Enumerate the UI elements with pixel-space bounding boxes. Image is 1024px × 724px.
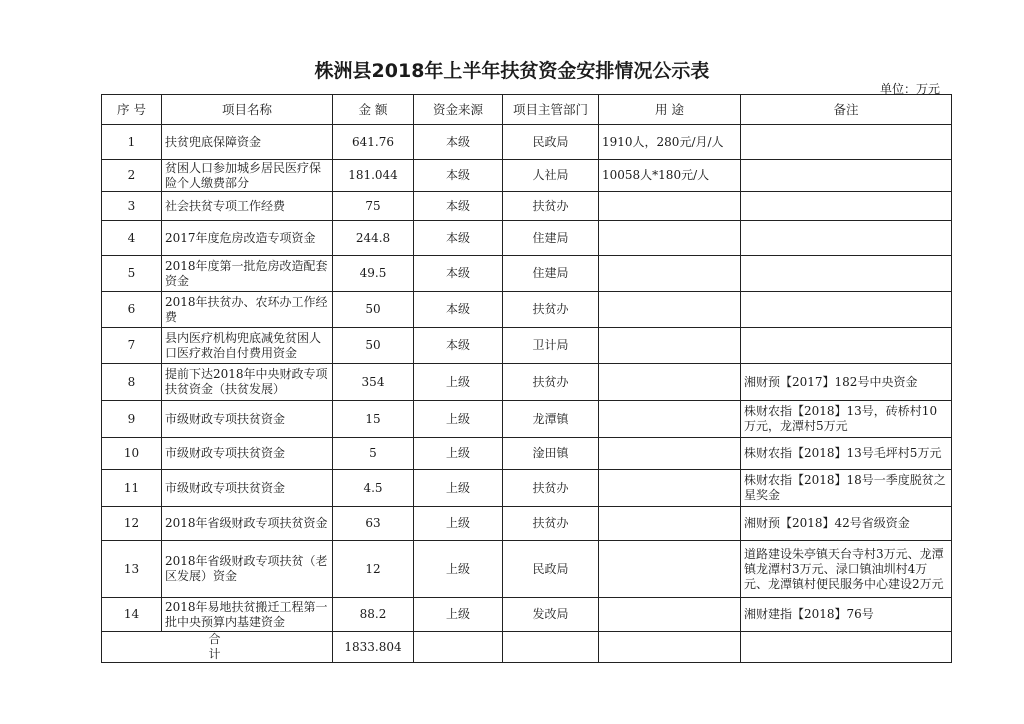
header-note: 备注 <box>741 95 952 125</box>
cell-note <box>741 192 952 221</box>
cell-use <box>599 221 741 256</box>
cell-seq: 6 <box>102 292 162 328</box>
header-seq: 序 号 <box>102 95 162 125</box>
table-row <box>102 598 952 632</box>
cell-source: 本级 <box>414 221 503 256</box>
table-row <box>102 160 952 192</box>
total-empty-cell <box>741 632 952 663</box>
cell-note <box>741 292 952 328</box>
cell-source: 本级 <box>414 125 503 160</box>
cell-dept: 扶贫办 <box>503 470 599 507</box>
table-row <box>102 438 952 470</box>
cell-dept: 民政局 <box>503 541 599 598</box>
cell-source: 上级 <box>414 364 503 401</box>
cell-use <box>599 292 741 328</box>
cell-name: 市级财政专项扶贫资金 <box>162 438 333 470</box>
cell-source: 上级 <box>414 598 503 632</box>
table-row <box>102 292 952 328</box>
cell-source: 本级 <box>414 160 503 192</box>
cell-note <box>741 160 952 192</box>
cell-seq: 12 <box>102 507 162 541</box>
cell-seq: 7 <box>102 328 162 364</box>
cell-use <box>599 256 741 292</box>
cell-dept: 扶贫办 <box>503 507 599 541</box>
cell-amount: 181.044 <box>333 160 414 192</box>
table-row <box>102 541 952 598</box>
table-row <box>102 364 952 401</box>
table-row <box>102 192 952 221</box>
total-empty-cell <box>599 632 741 663</box>
table-row <box>102 328 952 364</box>
cell-name: 扶贫兜底保障资金 <box>162 125 333 160</box>
cell-dept: 淦田镇 <box>503 438 599 470</box>
table-row <box>102 401 952 438</box>
cell-amount: 63 <box>333 507 414 541</box>
cell-amount: 88.2 <box>333 598 414 632</box>
table-row <box>102 256 952 292</box>
cell-dept: 扶贫办 <box>503 292 599 328</box>
cell-source: 本级 <box>414 328 503 364</box>
header-use: 用 途 <box>599 95 741 125</box>
cell-dept: 卫计局 <box>503 328 599 364</box>
cell-source: 上级 <box>414 438 503 470</box>
table-row <box>102 507 952 541</box>
cell-note: 湘财预【2018】42号省级资金 <box>741 507 952 541</box>
cell-name: 2018年易地扶贫搬迁工程第一批中央预算内基建资金 <box>162 598 333 632</box>
header-source: 资金来源 <box>414 95 503 125</box>
cell-name: 2018年度第一批危房改造配套资金 <box>162 256 333 292</box>
cell-use <box>599 438 741 470</box>
cell-name: 市级财政专项扶贫资金 <box>162 470 333 507</box>
cell-seq: 4 <box>102 221 162 256</box>
cell-note <box>741 328 952 364</box>
header-dept: 项目主管部门 <box>503 95 599 125</box>
cell-use <box>599 507 741 541</box>
header-amount: 金 额 <box>333 95 414 125</box>
cell-name: 社会扶贫专项工作经费 <box>162 192 333 221</box>
cell-seq: 14 <box>102 598 162 632</box>
table-row <box>102 125 952 160</box>
cell-amount: 75 <box>333 192 414 221</box>
cell-dept: 住建局 <box>503 221 599 256</box>
cell-seq: 8 <box>102 364 162 401</box>
cell-dept: 民政局 <box>503 125 599 160</box>
cell-name: 市级财政专项扶贫资金 <box>162 401 333 438</box>
fund-table <box>101 94 952 663</box>
cell-note: 株财农指【2018】13号，砖桥村10万元，龙潭村5万元 <box>741 401 952 438</box>
total-label: 合 计 <box>102 632 333 663</box>
cell-source: 本级 <box>414 192 503 221</box>
cell-use <box>599 192 741 221</box>
cell-source: 本级 <box>414 292 503 328</box>
cell-amount: 4.5 <box>333 470 414 507</box>
cell-amount: 15 <box>333 401 414 438</box>
cell-name: 2018年省级财政专项扶贫资金 <box>162 507 333 541</box>
cell-use <box>599 598 741 632</box>
cell-source: 上级 <box>414 401 503 438</box>
cell-name: 贫困人口参加城乡居民医疗保险个人缴费部分 <box>162 160 333 192</box>
cell-use <box>599 470 741 507</box>
cell-seq: 3 <box>102 192 162 221</box>
cell-use: 10058人*180元/人 <box>599 160 741 192</box>
cell-seq: 9 <box>102 401 162 438</box>
cell-dept: 住建局 <box>503 256 599 292</box>
table-header-row <box>102 95 952 125</box>
cell-use: 1910人，280元/月/人 <box>599 125 741 160</box>
cell-source: 上级 <box>414 470 503 507</box>
cell-seq: 10 <box>102 438 162 470</box>
cell-dept: 扶贫办 <box>503 364 599 401</box>
total-empty-cell <box>414 632 503 663</box>
cell-use <box>599 364 741 401</box>
cell-note: 株财农指【2018】13号毛坪村5万元 <box>741 438 952 470</box>
cell-amount: 354 <box>333 364 414 401</box>
cell-note <box>741 221 952 256</box>
cell-name: 2018年扶贫办、农环办工作经费 <box>162 292 333 328</box>
cell-amount: 50 <box>333 292 414 328</box>
page-title: 株洲县2018年上半年扶贫资金安排情况公示表 <box>314 60 710 82</box>
cell-amount: 641.76 <box>333 125 414 160</box>
cell-amount: 12 <box>333 541 414 598</box>
cell-use <box>599 328 741 364</box>
unit-label: 单位：万元 <box>880 82 941 96</box>
cell-dept: 人社局 <box>503 160 599 192</box>
cell-dept: 发改局 <box>503 598 599 632</box>
cell-amount: 50 <box>333 328 414 364</box>
cell-seq: 11 <box>102 470 162 507</box>
cell-amount: 244.8 <box>333 221 414 256</box>
cell-note: 道路建设朱亭镇天台寺村3万元、龙潭镇龙潭村3万元、渌口镇油圳村4万元、龙潭镇村便民服务中心建设2万元 <box>741 541 952 598</box>
cell-note <box>741 125 952 160</box>
total-amount: 1833.804 <box>333 632 414 663</box>
table-row <box>102 470 952 507</box>
table-body <box>102 125 952 632</box>
cell-name: 县内医疗机构兜底减免贫困人口医疗救治自付费用资金 <box>162 328 333 364</box>
cell-use <box>599 541 741 598</box>
cell-seq: 13 <box>102 541 162 598</box>
cell-amount: 49.5 <box>333 256 414 292</box>
cell-source: 本级 <box>414 256 503 292</box>
total-empty-cell <box>503 632 599 663</box>
cell-note: 株财农指【2018】18号一季度脱贫之星奖金 <box>741 470 952 507</box>
cell-dept: 龙潭镇 <box>503 401 599 438</box>
cell-seq: 1 <box>102 125 162 160</box>
cell-note <box>741 256 952 292</box>
cell-name: 提前下达2018年中央财政专项扶贫资金（扶贫发展） <box>162 364 333 401</box>
table-row <box>102 221 952 256</box>
cell-dept: 扶贫办 <box>503 192 599 221</box>
cell-source: 上级 <box>414 541 503 598</box>
cell-use <box>599 401 741 438</box>
cell-seq: 5 <box>102 256 162 292</box>
cell-note: 湘财预【2017】182号中央资金 <box>741 364 952 401</box>
total-row <box>102 632 952 663</box>
cell-seq: 2 <box>102 160 162 192</box>
cell-amount: 5 <box>333 438 414 470</box>
cell-note: 湘财建指【2018】76号 <box>741 598 952 632</box>
cell-source: 上级 <box>414 507 503 541</box>
cell-name: 2017年度危房改造专项资金 <box>162 221 333 256</box>
cell-name: 2018年省级财政专项扶贫（老区发展）资金 <box>162 541 333 598</box>
header-name: 项目名称 <box>162 95 333 125</box>
